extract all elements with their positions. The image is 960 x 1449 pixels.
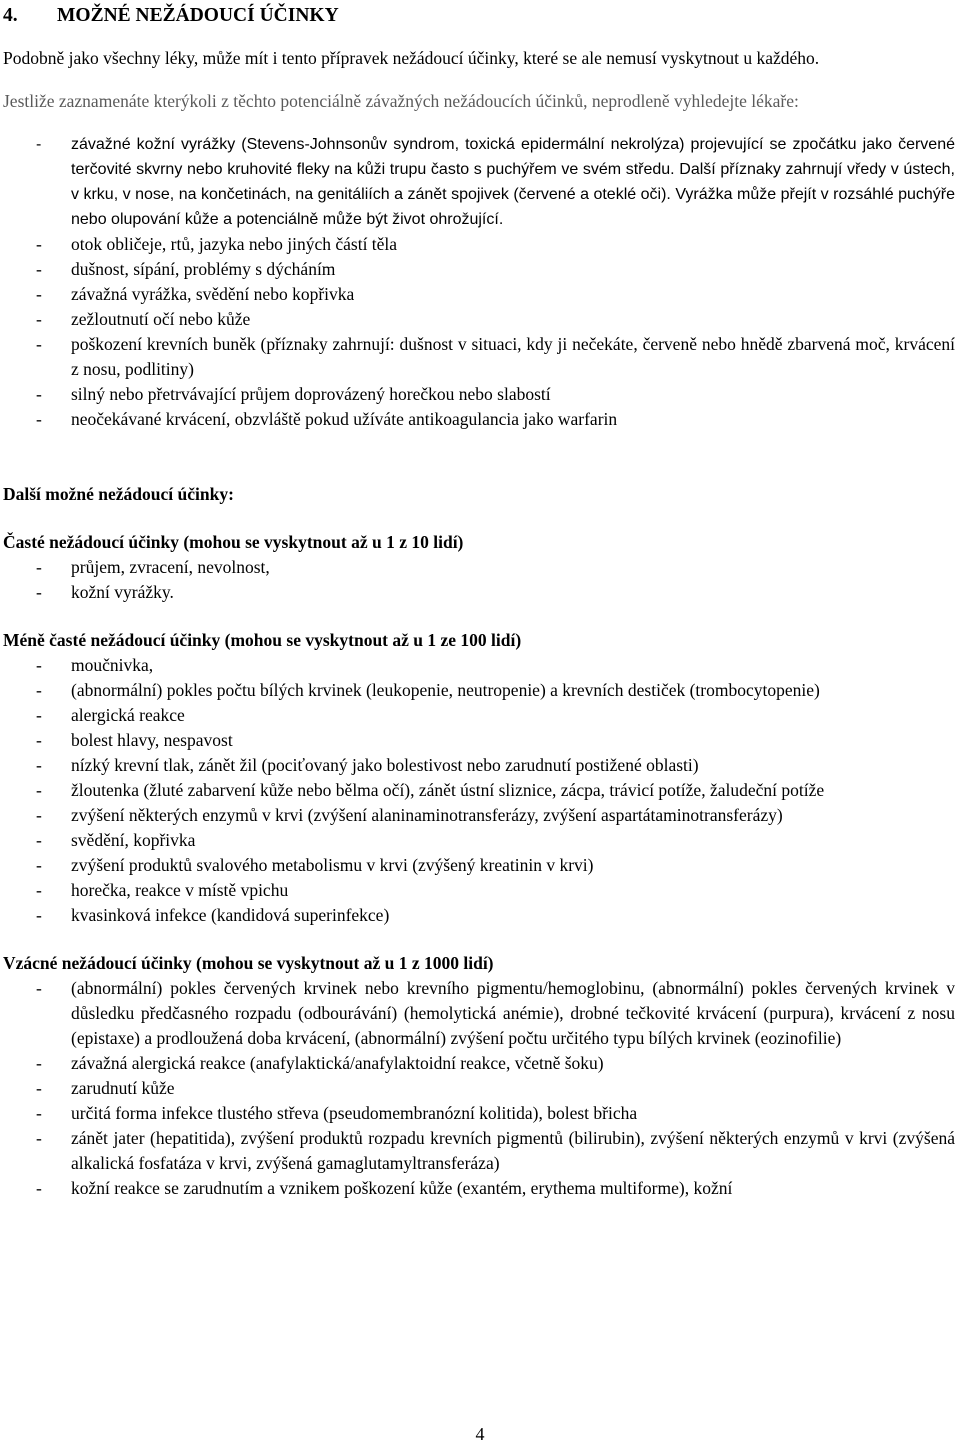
common-effects-heading: Časté nežádoucí účinky (mohou se vyskytnout až u 1 z 10 lidí)	[3, 532, 464, 552]
list-item: - nízký krevní tlak, zánět žil (pociťovaný jako bolestivost nebo zarudnutí postižené oblasti)	[3, 753, 955, 778]
list-item: - závažná vyrážka, svědění nebo kopřivka	[3, 282, 955, 307]
list-item: - zvýšení produktů svalového metabolismu v krvi (zvýšený kreatinin v krvi)	[3, 853, 955, 878]
list-item: - otok obličeje, rtů, jazyka nebo jiných částí těla	[3, 232, 955, 257]
document-page	[3, 0, 955, 1201]
further-effects-heading: Další možné nežádoucí účinky:	[3, 484, 234, 504]
list-item: - zánět jater (hepatitida), zvýšení produktů rozpadu krevních pigmentů (bilirubin), zvýšení některých enzymů v krvi (zvýšená alkalická fosfatáza v krvi, zvýšená gamaglutamyltransferáza)	[3, 1126, 955, 1176]
rare-effects-list	[3, 976, 955, 1201]
list-item: - závažné kožní vyrážky (Stevens-Johnsonův syndrom, toxická epidermální nekrolýza) projevující se zpočátku jako červené terčovité skvrny nebo kruhovité fleky na kůži trupu často s puchýřem ve svém středu. Další příznaky zahrnují vředy v ústech, v krku, v nose, na končetinách, na genitáliích a zánět spojivek (červené a oteklé oči). Vyrážka může přejít v rozsáhlé puchýře nebo olupování kůže a potenciálně může být život ohrožující.	[3, 132, 955, 232]
list-item: - zežloutnutí očí nebo kůže	[3, 307, 955, 332]
list-item: - neočekávané krvácení, obzvláště pokud užíváte antikoagulancia jako warfarin	[3, 407, 955, 432]
list-item: - horečka, reakce v místě vpichu	[3, 878, 955, 903]
list-item: - (abnormální) pokles červených krvinek nebo krevního pigmentu/hemoglobinu, (abnormální) pokles červených krvinek v důsledku předčasného rozpadu (odbourávání) (hemolytická anémie), drobné tečkovité krvácení (purpura), krvácení z nosu (epistaxe) a prodloužená doba krvácení, (abnormální) zvýšení počtu určitého typu bílých krvinek (eozinofilie)	[3, 976, 955, 1051]
uncommon-effects-heading: Méně časté nežádoucí účinky (mohou se vyskytnout až u 1 ze 100 lidí)	[3, 630, 522, 650]
serious-intro-paragraph: Jestliže zaznamenáte kterýkoli z těchto potenciálně závažných nežádoucích účinků, neprodleně vyhledejte lékaře:	[3, 91, 799, 111]
list-item: - moučnivka,	[3, 653, 955, 678]
list-item: - svědění, kopřivka	[3, 828, 955, 853]
list-item: - poškození krevních buněk (příznaky zahrnují: dušnost v situaci, kdy ji nečekáte, červeně nebo hnědě zbarvená moč, krvácení z nosu, podlitiny)	[3, 332, 955, 382]
list-item: - silný nebo přetrvávající průjem doprovázený horečkou nebo slabostí	[3, 382, 955, 407]
page-number: 4	[475, 1424, 485, 1444]
list-item: - zarudnutí kůže	[3, 1076, 955, 1101]
list-item: - kožní vyrážky.	[3, 580, 955, 605]
list-item: - určitá forma infekce tlustého střeva (pseudomembranózní kolitida), bolest břicha	[3, 1101, 955, 1126]
list-item: - kožní reakce se zarudnutím a vznikem poškození kůže (exantém, erythema multiforme), kožní	[3, 1176, 955, 1201]
list-item: - žloutenka (žluté zabarvení kůže nebo bělma očí), zánět ústní sliznice, zácpa, trávicí potíže, žaludeční potíže	[3, 778, 955, 803]
uncommon-effects-list	[3, 653, 955, 928]
list-item: - dušnost, sípání, problémy s dýcháním	[3, 257, 955, 282]
list-item: - průjem, zvracení, nevolnost,	[3, 555, 955, 580]
list-item: - zvýšení některých enzymů v krvi (zvýšení alaninaminotransferázy, zvýšení aspartátaminotransferázy)	[3, 803, 955, 828]
section-title: MOŽNÉ NEŽÁDOUCÍ ÚČINKY	[57, 5, 339, 26]
serious-effects-list	[3, 132, 955, 432]
list-item: - kvasinková infekce (kandidová superinfekce)	[3, 903, 955, 928]
common-effects-list	[3, 555, 955, 605]
list-item: - alergická reakce	[3, 703, 955, 728]
list-item: - (abnormální) pokles počtu bílých krvinek (leukopenie, neutropenie) a krevních destiček (trombocytopenie)	[3, 678, 955, 703]
intro-paragraph: Podobně jako všechny léky, může mít i tento přípravek nežádoucí účinky, které se ale nemusí vyskytnout u každého.	[3, 48, 820, 68]
rare-effects-heading: Vzácné nežádoucí účinky (mohou se vyskytnout až u 1 z 1000 lidí)	[3, 953, 494, 973]
section-heading	[3, 3, 955, 29]
list-item: - závažná alergická reakce (anafylaktická/anafylaktoidní reakce, včetně šoku)	[3, 1051, 955, 1076]
list-item: - bolest hlavy, nespavost	[3, 728, 955, 753]
section-number: 4.	[3, 5, 18, 26]
